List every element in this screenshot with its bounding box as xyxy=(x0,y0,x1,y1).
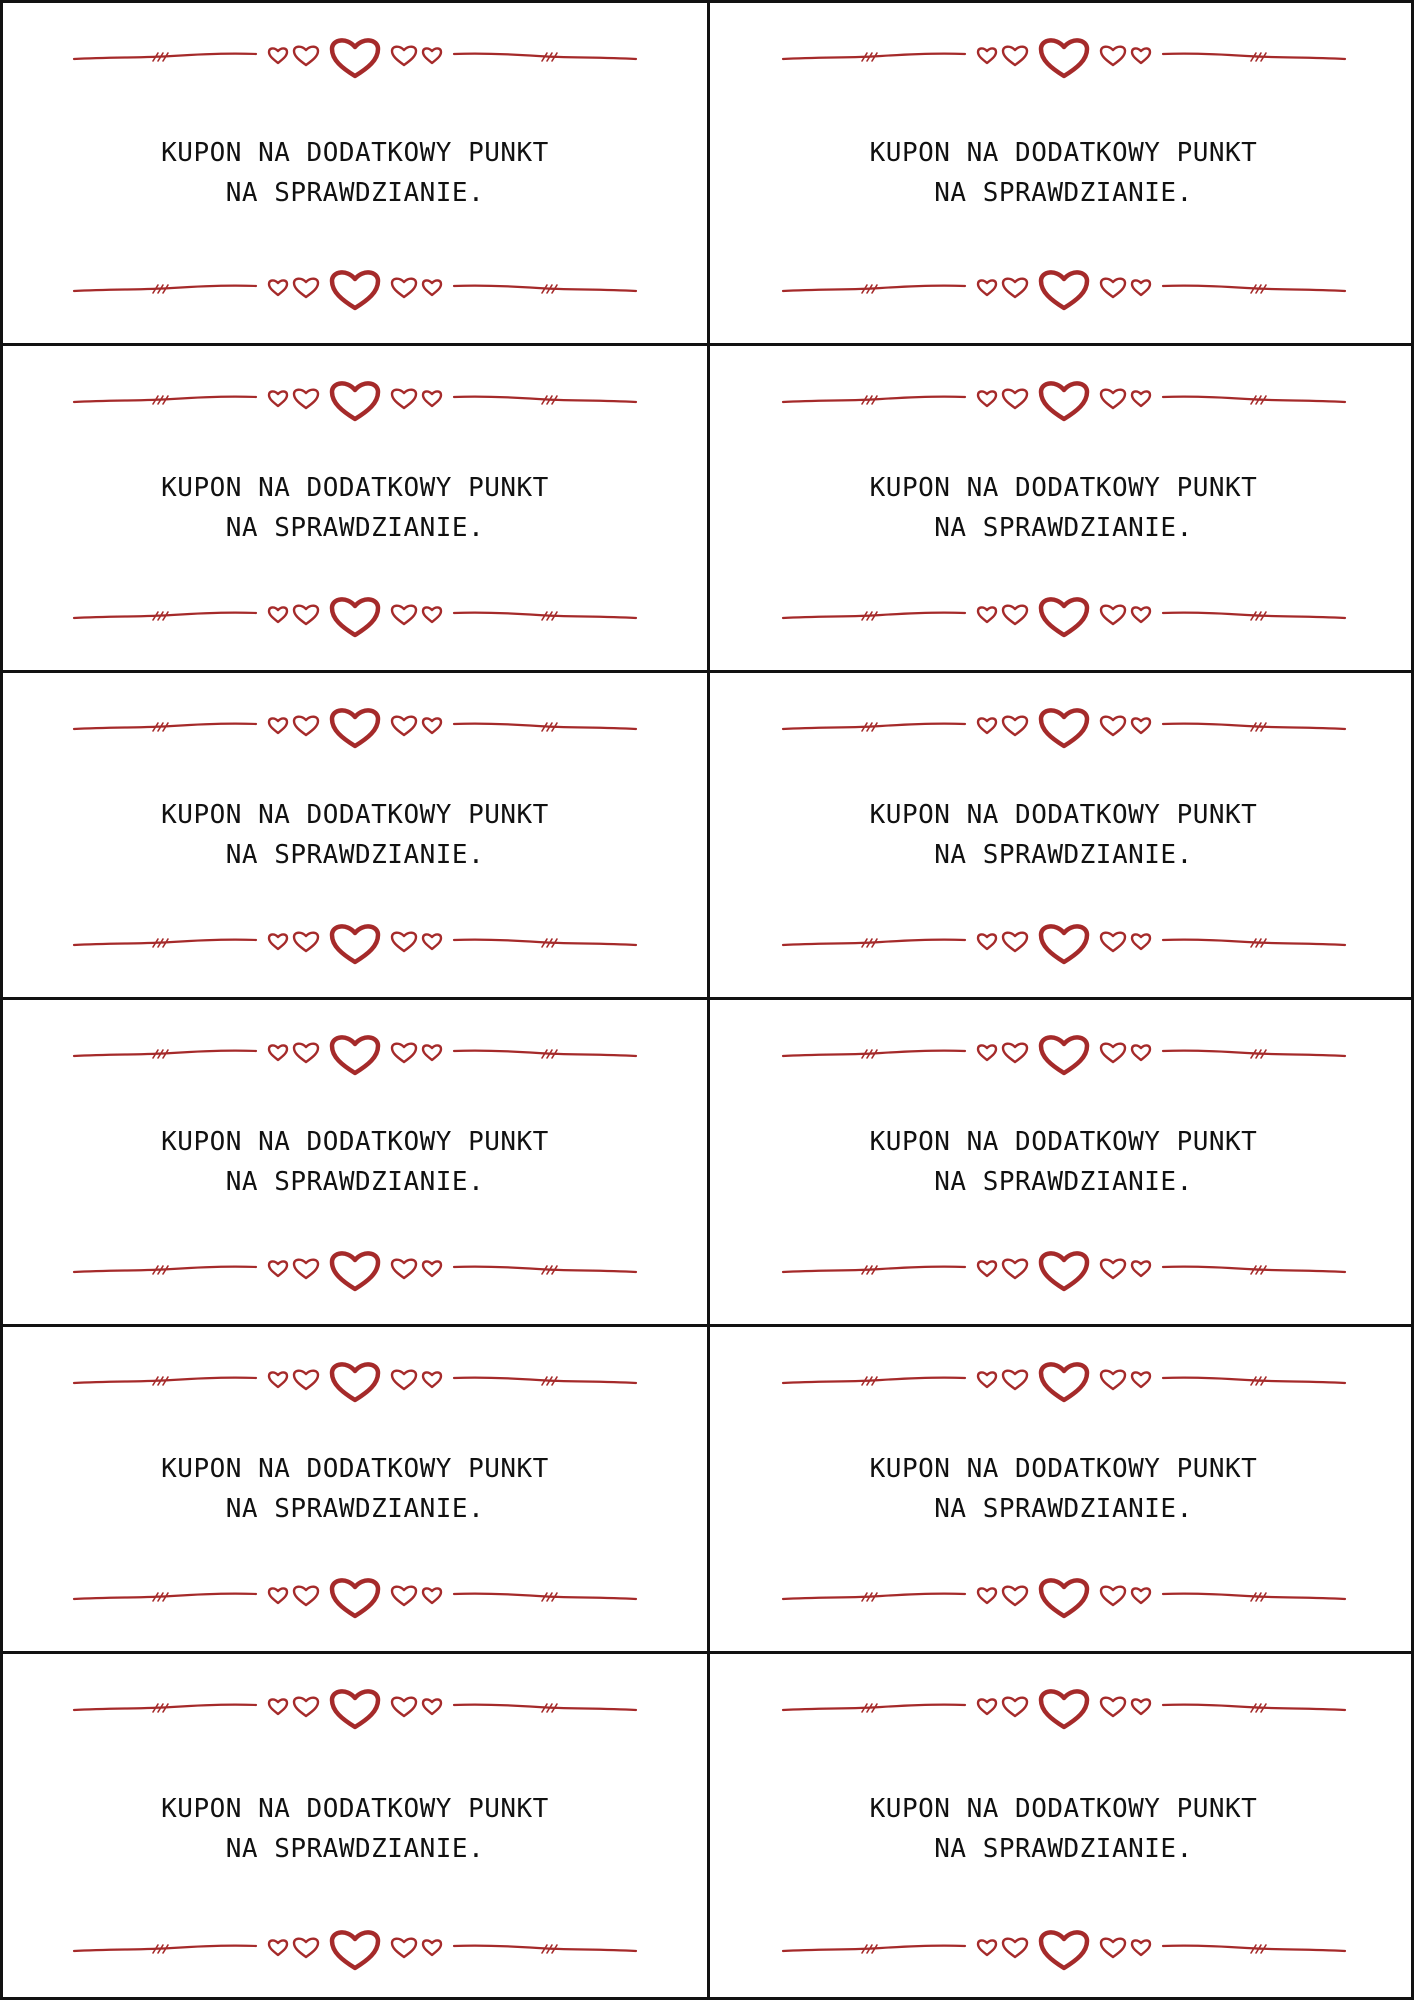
coupon-text xyxy=(3,468,707,548)
hearts-divider-icon xyxy=(72,1684,638,1732)
hearts-divider-icon xyxy=(781,1573,1347,1621)
coupon-line-2: NA SPRAWDZIANIE. xyxy=(225,1833,485,1864)
hearts-divider-icon xyxy=(781,1925,1347,1973)
hearts-divider-icon xyxy=(72,33,638,81)
hearts-divider-icon xyxy=(72,919,638,967)
coupon-line-1: KUPON NA DODATKOWY PUNKT xyxy=(869,1793,1258,1824)
coupon-line-1: KUPON NA DODATKOWY PUNKT xyxy=(161,138,549,168)
hearts-divider-icon xyxy=(781,33,1347,81)
coupon-text xyxy=(710,795,1414,875)
hearts-divider-icon xyxy=(781,265,1347,313)
coupon-line-2: NA SPRAWDZIANIE. xyxy=(934,178,1193,208)
coupon-line-1: KUPON NA DODATKOWY PUNKT xyxy=(161,1793,549,1824)
hearts-divider-icon xyxy=(781,592,1347,640)
coupon-card-6-2 xyxy=(710,1654,1414,2000)
coupon-text xyxy=(3,1789,707,1869)
hearts-divider-icon xyxy=(781,376,1347,424)
coupon-line-1: KUPON NA DODATKOWY PUNKT xyxy=(161,800,549,830)
coupon-line-1: KUPON NA DODATKOWY PUNKT xyxy=(869,1127,1258,1157)
hearts-divider-icon xyxy=(72,1357,638,1405)
coupon-card-1-1 xyxy=(3,3,710,346)
hearts-divider-icon xyxy=(72,1246,638,1294)
hearts-divider-icon xyxy=(72,592,638,640)
coupon-text xyxy=(710,133,1414,213)
coupon-line-1: KUPON NA DODATKOWY PUNKT xyxy=(869,1454,1258,1484)
coupon-card-6-1 xyxy=(3,1654,710,2000)
coupon-card-4-2 xyxy=(710,1000,1414,1327)
coupon-card-2-2 xyxy=(710,346,1414,673)
coupon-line-1: KUPON NA DODATKOWY PUNKT xyxy=(161,473,549,503)
coupon-line-2: NA SPRAWDZIANIE. xyxy=(934,513,1193,543)
hearts-divider-icon xyxy=(72,703,638,751)
hearts-divider-icon xyxy=(72,1030,638,1078)
coupon-text xyxy=(3,795,707,875)
coupon-line-2: NA SPRAWDZIANIE. xyxy=(225,1167,485,1197)
coupon-line-2: NA SPRAWDZIANIE. xyxy=(934,1833,1193,1864)
coupon-card-5-1 xyxy=(3,1327,710,1654)
coupon-text xyxy=(3,1122,707,1202)
coupon-card-3-2 xyxy=(710,673,1414,1000)
coupon-line-1: KUPON NA DODATKOWY PUNKT xyxy=(161,1127,549,1157)
hearts-divider-icon xyxy=(72,376,638,424)
hearts-divider-icon xyxy=(781,1030,1347,1078)
coupon-line-2: NA SPRAWDZIANIE. xyxy=(934,1494,1193,1524)
coupon-line-1: KUPON NA DODATKOWY PUNKT xyxy=(869,473,1258,503)
coupon-line-2: NA SPRAWDZIANIE. xyxy=(225,840,485,870)
coupon-text xyxy=(710,1449,1414,1529)
coupon-line-2: NA SPRAWDZIANIE. xyxy=(225,178,485,208)
coupon-line-2: NA SPRAWDZIANIE. xyxy=(225,1494,485,1524)
coupon-line-1: KUPON NA DODATKOWY PUNKT xyxy=(161,1454,549,1484)
coupon-line-2: NA SPRAWDZIANIE. xyxy=(225,513,485,543)
coupon-card-1-2 xyxy=(710,3,1414,346)
coupon-text xyxy=(710,1789,1414,1869)
coupon-card-4-1 xyxy=(3,1000,710,1327)
coupon-line-1: KUPON NA DODATKOWY PUNKT xyxy=(869,800,1258,830)
hearts-divider-icon xyxy=(781,1357,1347,1405)
hearts-divider-icon xyxy=(72,265,638,313)
coupon-text xyxy=(3,1449,707,1529)
hearts-divider-icon xyxy=(781,1246,1347,1294)
coupon-line-2: NA SPRAWDZIANIE. xyxy=(934,1167,1193,1197)
coupon-text xyxy=(710,468,1414,548)
coupon-text xyxy=(3,133,707,213)
coupon-line-2: NA SPRAWDZIANIE. xyxy=(934,840,1193,870)
coupon-card-3-1 xyxy=(3,673,710,1000)
coupon-line-1: KUPON NA DODATKOWY PUNKT xyxy=(869,138,1258,168)
coupon-card-2-1 xyxy=(3,346,710,673)
hearts-divider-icon xyxy=(781,1684,1347,1732)
coupon-card-5-2 xyxy=(710,1327,1414,1654)
hearts-divider-icon xyxy=(781,703,1347,751)
hearts-divider-icon xyxy=(781,919,1347,967)
hearts-divider-icon xyxy=(72,1573,638,1621)
hearts-divider-icon xyxy=(72,1925,638,1973)
coupon-text xyxy=(710,1122,1414,1202)
